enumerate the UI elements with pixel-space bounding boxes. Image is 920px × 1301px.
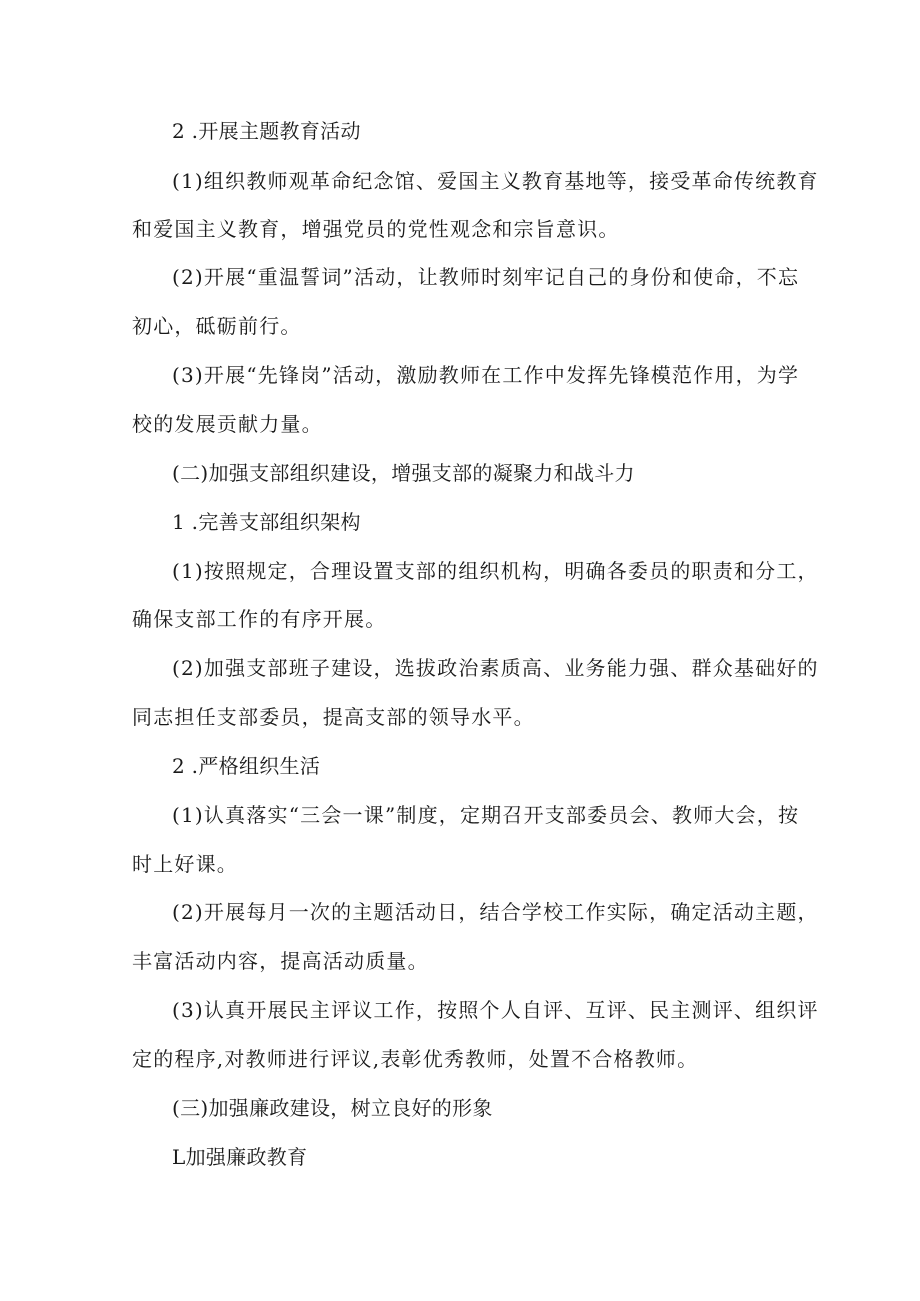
paragraph-line: (2)开展每月一次的主题活动日，结合学校工作实际，确定活动主题， bbox=[172, 900, 819, 924]
paragraph-line: 定的程序,对教师进行评议,表彰优秀教师，处置不合格教师。 bbox=[132, 1047, 699, 1071]
paragraph-line: (1)组织教师观革命纪念馆、爱国主义教育基地等，接受革命传统教育 bbox=[172, 169, 819, 193]
subheading-organization-life: 2 .严格组织生活 bbox=[172, 754, 321, 778]
paragraph-line: (2)加强支部班子建设，选拔政治素质高、业务能力强、群众基础好的 bbox=[172, 656, 819, 680]
paragraph-line: 时上好课。 bbox=[132, 852, 238, 876]
subheading-organization-structure: 1 .完善支部组织架构 bbox=[172, 510, 361, 534]
paragraph-line: (3)开展“先锋岗”活动，激励教师在工作中发挥先锋模范作用，为学 bbox=[172, 363, 800, 387]
paragraph-line: 确保支部工作的有序开展。 bbox=[132, 607, 387, 631]
subheading-integrity-education: L加强廉政教育 bbox=[172, 1145, 308, 1169]
paragraph-line: 和爱国主义教育，增强党员的党性观念和宗旨意识。 bbox=[132, 217, 620, 241]
paragraph-line: 初心，砥砺前行。 bbox=[132, 314, 302, 338]
paragraph-line: 同志担任支部委员，提高支部的领导水平。 bbox=[132, 705, 535, 729]
paragraph-line: 丰富活动内容，提高活动质量。 bbox=[132, 949, 429, 973]
paragraph-line: (1)认真落实“三会一课”制度，定期召开支部委员会、教师大会，按 bbox=[172, 803, 800, 827]
subheading-theme-education: 2 .开展主题教育活动 bbox=[172, 119, 361, 143]
paragraph-line: 校的发展贡献力量。 bbox=[132, 412, 323, 436]
section-heading-3: (三)加强廉政建设，树立良好的形象 bbox=[172, 1096, 493, 1120]
paragraph-line: (1)按照规定，合理设置支部的组织机构，明确各委员的职责和分工， bbox=[172, 559, 819, 583]
paragraph-line: (3)认真开展民主评议工作，按照个人自评、互评、民主测评、组织评 bbox=[172, 998, 819, 1022]
paragraph-line: (2)开展“重温誓词”活动，让教师时刻牢记自己的身份和使命，不忘 bbox=[172, 265, 800, 289]
section-heading-2: (二)加强支部组织建设，增强支部的凝聚力和战斗力 bbox=[172, 461, 635, 485]
